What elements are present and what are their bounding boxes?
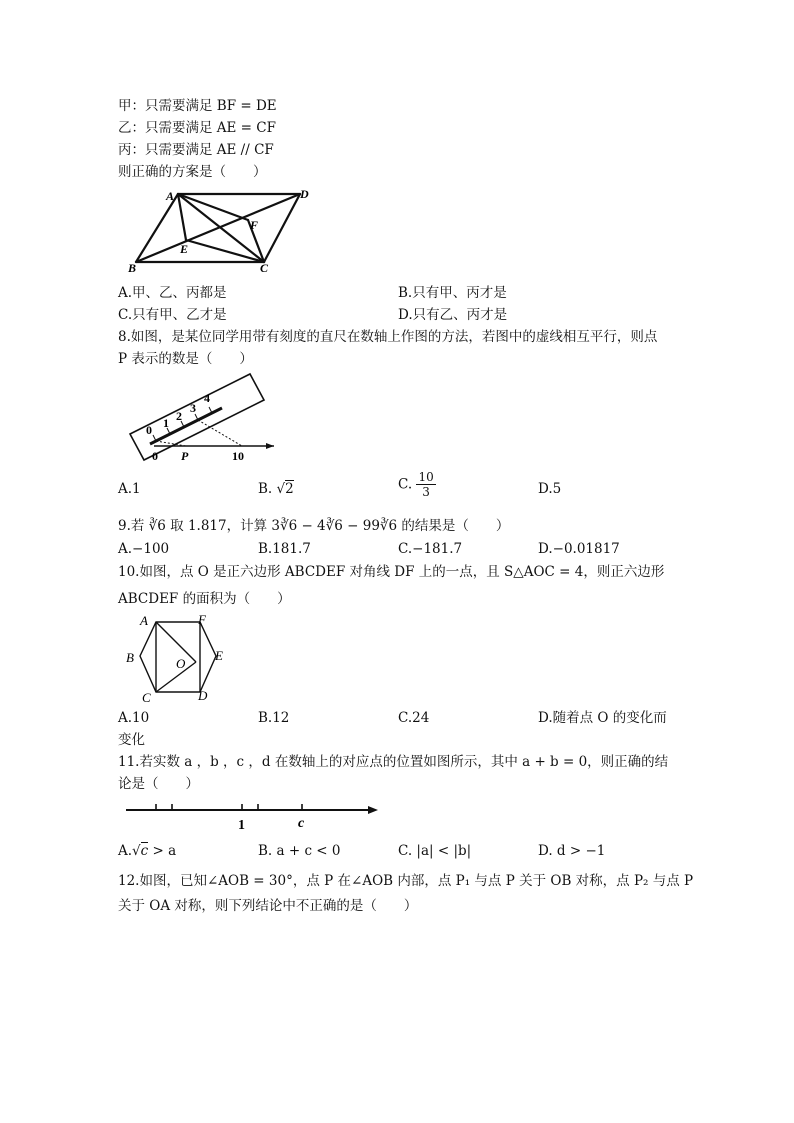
q7-question: 则正确的方案是（ ） xyxy=(118,164,267,180)
q10-label-A: A xyxy=(140,613,148,628)
q8-ruler-label-2: 2 xyxy=(176,409,182,423)
q9-option-d[interactable]: D.−0.01817 xyxy=(538,541,620,557)
q11-option-b[interactable]: B. a + c < 0 xyxy=(258,843,341,859)
q7-label-B: B xyxy=(128,261,137,275)
q8-option-c-denominator: 3 xyxy=(422,485,430,499)
q8-option-b-radical-sign: √ xyxy=(276,481,286,497)
q10-label-D: D xyxy=(198,688,208,703)
q10-option-a[interactable]: A.10 xyxy=(118,710,150,726)
q8-ruler-label-0: 0 xyxy=(146,423,152,437)
q8-axis-label-0: 0 xyxy=(152,449,158,463)
q7-label-E: E xyxy=(180,242,189,256)
q8-ruler-figure xyxy=(126,372,280,464)
q12-question-line2: 关于 OA 对称，则下列结论中不正确的是（ ） xyxy=(118,898,418,914)
q11-axis-label-1: 1 xyxy=(238,818,245,832)
q10-label-F: F xyxy=(198,612,206,627)
q11-axis-label-c: c xyxy=(298,816,305,831)
q10-question-line1: 10.如图，点 O 是正六边形 ABCDEF 对角线 DF 上的一点，且 S△AOC = 4，则正六边形 xyxy=(118,564,665,580)
q7-plan-jia: 甲：只需要满足 BF = DE xyxy=(118,98,277,114)
q9-option-b[interactable]: B.181.7 xyxy=(258,541,311,557)
q7-option-a[interactable]: A.甲、乙、丙都是 xyxy=(118,285,227,301)
q8-axis-label-P: P xyxy=(181,449,189,463)
q8-option-c[interactable] xyxy=(398,470,436,499)
q10-label-O: O xyxy=(176,656,186,671)
q7-label-A: A xyxy=(166,189,175,203)
q8-axis-label-10: 10 xyxy=(232,449,244,463)
q8-ruler-label-4: 4 xyxy=(204,391,210,405)
q10-label-E: E xyxy=(215,648,223,663)
q11-question-line2: 论是（ ） xyxy=(118,776,199,792)
q8-option-b[interactable] xyxy=(258,479,294,499)
q11-option-c[interactable]: C. |a| < |b| xyxy=(398,843,472,859)
q8-option-b-prefix: B. xyxy=(258,481,273,497)
q7-option-b[interactable]: B.只有甲、丙才是 xyxy=(398,285,507,301)
q12-question-line1: 12.如图，已知∠AOB = 30°，点 P 在∠AOB 内部，点 P₁ 与点 P 关于 OB 对称，点 P₂ 与点 P xyxy=(118,873,694,889)
q7-parallelogram-figure xyxy=(126,186,312,278)
q9-option-a[interactable]: A.−100 xyxy=(118,541,170,557)
q8-question-line2: P 表示的数是（ ） xyxy=(118,351,253,367)
q8-option-d[interactable]: D.5 xyxy=(538,481,562,497)
q7-option-d[interactable]: D.只有乙、丙才是 xyxy=(398,307,508,323)
q8-option-c-numerator: 10 xyxy=(418,470,434,484)
q7-label-F: F xyxy=(250,218,259,232)
q11-option-a-radical-sign: √ xyxy=(132,843,141,859)
q8-option-b-radicand: 2 xyxy=(285,481,294,497)
q7-label-D: D xyxy=(300,187,309,201)
q11-option-a-suffix: > a xyxy=(148,843,177,859)
q10-label-C: C xyxy=(142,690,151,704)
q7-label-C: C xyxy=(260,261,269,275)
q10-label-B: B xyxy=(126,650,134,665)
q11-question-line1: 11.若实数 a ，b ，c ，d 在数轴上的对应点的位置如图所示，其中 a + b = 0，则正确的结 xyxy=(118,754,669,770)
q10-hexagon-figure xyxy=(124,612,230,704)
q10-option-d[interactable]: D.随着点 O 的变化而 xyxy=(538,710,667,726)
q9-question: 9.若 ∛6 取 1.817，计算 3∛6 − 4∛6 − 99∛6 的结果是（ ） xyxy=(118,518,510,534)
q10-option-b[interactable]: B.12 xyxy=(258,710,290,726)
q7-plan-yi: 乙：只需要满足 AE = CF xyxy=(118,120,276,136)
q11-option-a-prefix: A. xyxy=(118,843,133,859)
q8-ruler-label-3: 3 xyxy=(190,401,196,415)
q8-question-line1: 8.如图，是某位同学用带有刻度的直尺在数轴上作图的方法，若图中的虚线相互平行，则点 xyxy=(118,329,658,345)
q10-option-d-continuation: 变化 xyxy=(118,732,145,748)
q8-option-c-prefix: C. xyxy=(398,476,413,493)
q11-option-d[interactable]: D. d > −1 xyxy=(538,843,606,859)
q7-option-c[interactable]: C.只有甲、乙才是 xyxy=(118,307,227,323)
q11-option-a[interactable] xyxy=(118,841,176,861)
q11-number-line-figure xyxy=(126,798,382,832)
q7-plan-bing: 丙：只需要满足 AE // CF xyxy=(118,142,274,158)
q8-ruler-label-1: 1 xyxy=(163,416,169,430)
q8-option-c-fraction xyxy=(416,470,435,499)
q9-option-c[interactable]: C.−181.7 xyxy=(398,541,463,557)
q11-option-a-radicand: c xyxy=(140,843,149,859)
q10-option-c[interactable]: C.24 xyxy=(398,710,430,726)
q10-question-line2: ABCDEF 的面积为（ ） xyxy=(118,591,291,607)
q8-option-a[interactable]: A.1 xyxy=(118,481,141,497)
